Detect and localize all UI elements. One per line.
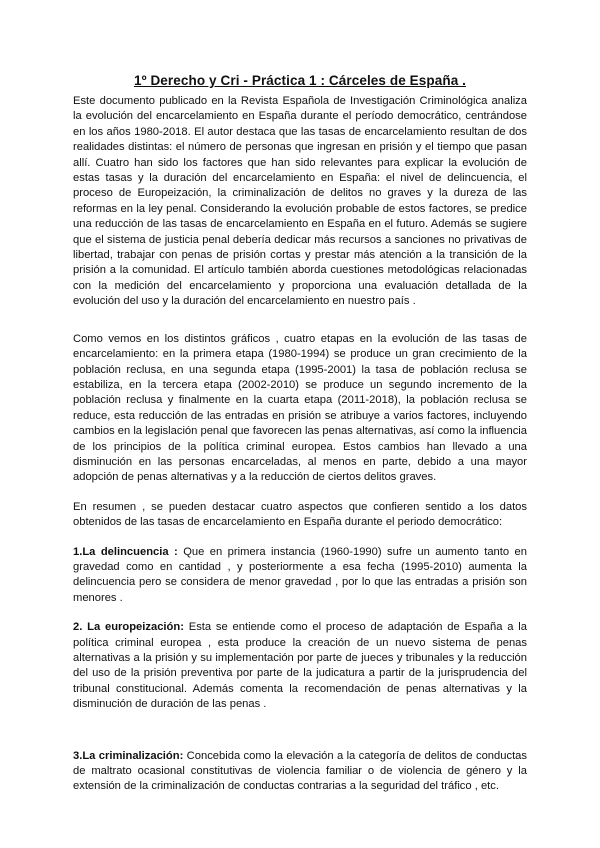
aspect-criminalizacion-heading: 3.La criminalización: <box>73 749 184 762</box>
paragraph-summary: Este documento publicado en la Revista Española de Investigación Criminológica analiza la evolución del encarcelamiento en España durante el período democrático, centrándose en los años 1980-2018. El autor destaca que las tasas de encarcelamiento resultan de dos realidades distintas: el número de personas que ingresan en prisión y el tiempo que pasan allí. Cuatro han sido los factores que han sido relevantes para explicar la evolución de estas tasas y la duración del encarcelamiento en España: el nivel de delincuencia, el proceso de Europeización, la criminalización de delitos no graves y la dureza de las reformas en la ley penal. Considerando la evolución probable de estos factores, se predice una reducción de las tasas de encarcelamiento en España en el futuro. Además se sugiere que el sistema de justicia penal debería dedicar más recursos a sanciones no privativas de libertad, trabajar con penas de prisión cortas y prestar más atención a la transición de la prisión a la comunidad. El artículo también aborda cuestiones metodológicas relacionadas con la medición del encarcelamiento y proporciona una evaluación detallada de la evolución del uso y la duración del encarcelamiento en nuestro país . <box>73 95 527 308</box>
aspect-delincuencia-heading: 1.La delincuencia : <box>73 545 178 558</box>
aspect-delincuencia <box>73 545 527 607</box>
aspect-europeizacion <box>73 620 527 712</box>
aspect-criminalizacion <box>73 749 527 795</box>
spacer <box>73 486 527 500</box>
spacer <box>73 310 527 332</box>
paragraph-stages: Como vemos en los distintos gráficos , cuatro etapas en la evolución de las tasas de encarcelamiento: en la primera etapa (1980-1994) se produce un gran crecimiento de la población reclusa, en una segunda etapa (1995-2001) la tasa de población reclusa se estabiliza, en la tercera etapa (2002-2010) se produce un segundo incremento de la población reclusa y finalmente en la cuarta etapa (2011-2018), la población reclusa se reduce, esta reducción de las entradas en prisión se atribuye a varios factores, incluyendo cambios en la legislación penal que favorecen las penas alternativas, así como la influencia de los principios de la política criminal europea. Estos cambios han llevado a una disminución en las personas encarceladas, al menos en parte, debido a una mayor adopción de penas alternativas y a la reducción de ciertos delitos graves. <box>73 332 527 484</box>
spacer <box>73 713 527 735</box>
aspect-criminalizacion-text: Concebida como la elevación a la categoría de delitos de conductas de maltrato ocasional constitutivas de violencia familiar o de violencia de género y la extensión de la criminalización de conductas contrarias a la seguridad del tráfico , etc. <box>73 749 527 793</box>
spacer <box>73 606 527 620</box>
aspect-europeizacion-text: Esta se entiende como el proceso de adaptación de España a la política criminal europea , esta produce la creación de un nuevo sistema de penas alternativas a la prisión y su implementación por parte de jueces y tribunales y la reducción del uso de la prisión preventiva por parte de la judicatura a partir de la jurisprudencia del tribunal constitucional. Además comenta la recomendación de penas alternativas y la disminución de duración de las penas . <box>73 621 527 711</box>
aspect-europeizacion-heading: 2. La europeización: <box>73 621 184 634</box>
document-title: 1º Derecho y Cri - Práctica 1 : Cárceles de España . <box>133 73 467 88</box>
paragraph-resumen: En resumen , se pueden destacar cuatro aspectos que confieren sentido a los datos obtenidos de las tasas de encarcelamiento en España durante el periodo democrático: <box>73 500 527 529</box>
spacer <box>73 531 527 545</box>
spacer <box>73 735 527 749</box>
aspect-delincuencia-text: Que en primera instancia (1960-1990) sufre un aumento tanto en gravedad como en cantidad , y posteriormente a esa fecha (1995-2010) aumenta la delincuencia pero se considera de menor gravedad , por lo que las entradas a prisión son menores . <box>73 545 527 604</box>
